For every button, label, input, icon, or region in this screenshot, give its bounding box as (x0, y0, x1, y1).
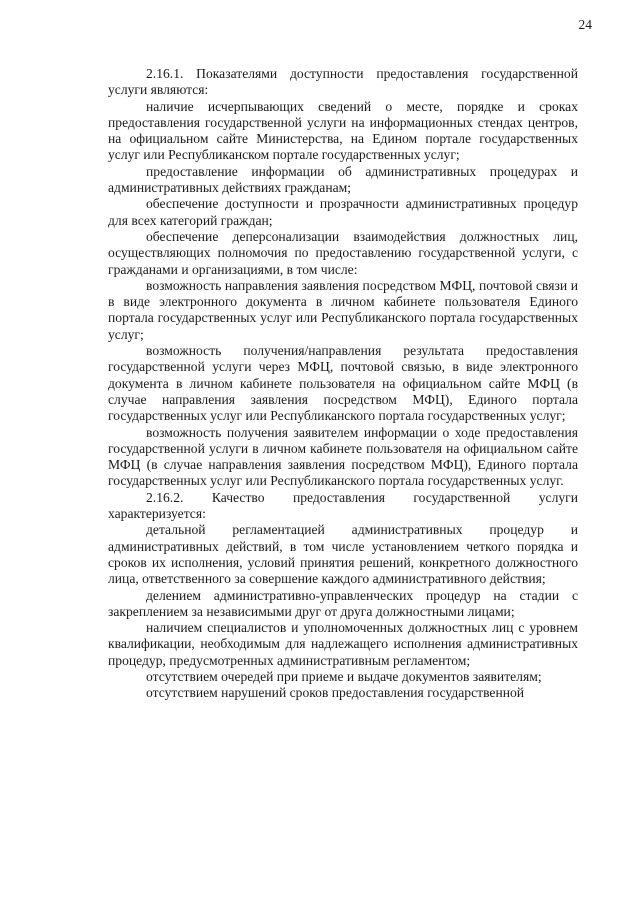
paragraph-no-deadline-violations: отсутствием нарушений сроков предоставления государственной (146, 685, 525, 701)
paragraph-depersonalization: обеспечение деперсонализации взаимодействия должностных лиц, осуществляющих полномочия по предоставлению государственной услуги, с гражданами и организациями, в том числе: (108, 228, 578, 277)
paragraph-qualified-specialists: наличием специалистов и уполномоченных должностных лиц с уровнем квалификации, необходимым для надлежащего исполнения административных процедур, предусмотренных административным регламентом; (108, 620, 578, 668)
paragraph-no-queues: отсутствием очередей при приеме и выдаче документов заявителям; (146, 668, 542, 684)
paragraph-information-on-procedures: предоставление информации об административных процедурах и административных действиях гражданам; (108, 163, 578, 196)
body-text (108, 66, 578, 702)
paragraph-2-16-2-heading: 2.16.2. Качество предоставления государственной услуги характеризуется: (108, 489, 578, 522)
paragraph-application-submission: возможность направления заявления посредством МФЦ, почтовой связи и в виде электронного документа в личном кабинете пользователя Единого портала государственных услуг или Республиканского портала государственных услуг; (108, 277, 578, 342)
paragraph-division-of-procedures: делением административно-управленческих процедур на стадии с закреплением за независимыми друг от друга должностными лицами; (108, 587, 578, 619)
paragraph-accessibility-transparency: обеспечение доступности и прозрачности административных процедур для всех категорий граждан; (108, 196, 578, 228)
paragraph-detailed-regulation: детальной регламентацией административных процедур и административных действий, в том числе установлением четкого порядка и сроков их исполнения, условий принятия решений, конкретного должностного лица, ответственного за совершение каждого административного действия; (108, 522, 578, 587)
paragraph-2-16-1-heading: 2.16.1. Показателями доступности предоставления государственной услуги являются: (108, 66, 578, 98)
paragraph-result-receipt: возможность получения/направления результата предоставления государственной услуги через МФЦ, почтовой связью, в виде электронного документа в личном кабинете пользователя на официальном сайте МФЦ (в случае направления заявления посредством МФЦ), Единого портала государственных услуг или Республиканского портала государственных услуг; (108, 343, 578, 424)
page-number: 24 (578, 17, 592, 32)
paragraph-progress-information: возможность получения заявителем информации о ходе предоставления государственной услуги в личном кабинете пользователя на официальном сайте МФЦ (в случае направления заявления посредством МФЦ), Единого портала государственных услуг или Республиканского портала государственных услуг. (108, 424, 578, 489)
paragraph-exhaustive-information: наличие исчерпывающих сведений о месте, порядке и сроках предоставления государственной услуги на информационных стендах центров, на официальном сайте Министерства, на Едином портале государственных услуг или Республиканском портале государственных услуг; (108, 98, 578, 163)
